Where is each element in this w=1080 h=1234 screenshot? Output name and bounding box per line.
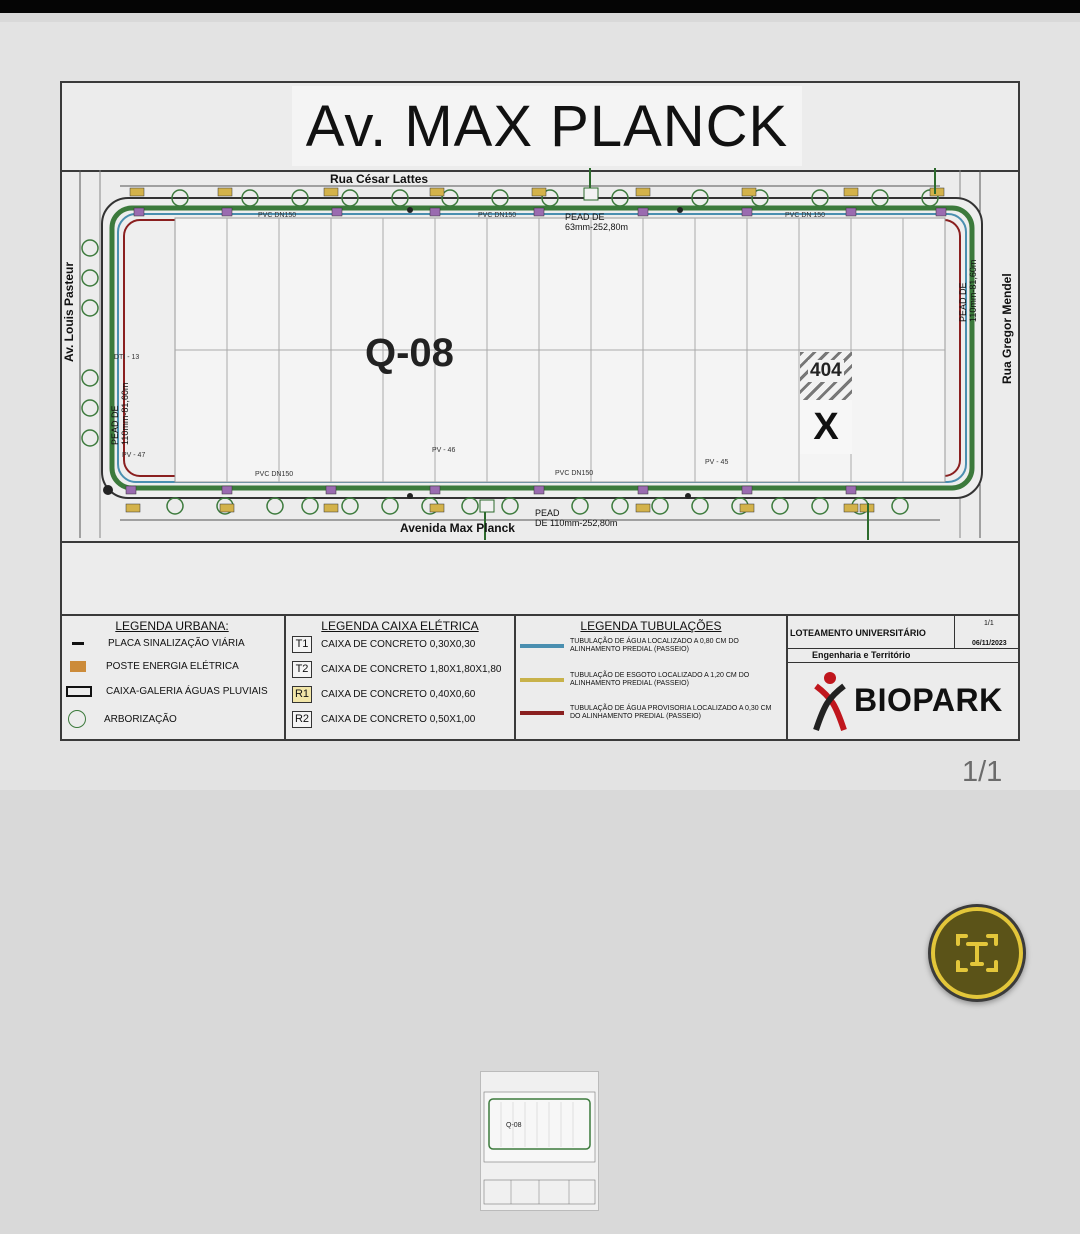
street-top-label: Rua César Lattes [330,172,429,186]
legend-tub-label: TUBULAÇÃO DE ÁGUA LOCALIZADO A 0,80 CM DO ALINHAMENTO PREDIAL (PASSEIO) [570,638,739,653]
page-indicator: 1/1 [962,756,1003,788]
pvc-top-2: PVC DN150 [478,212,517,219]
sewer-pipe-swatch [520,678,564,682]
drawing-title: Av. MAX PLANCK [292,86,802,166]
pv-46-label: PV - 46 [432,447,456,454]
legend-caixa-label: CAIXA DE CONCRETO 0,30X0,30 [321,639,476,650]
pvc-bottom-1: PVC DN150 [255,471,294,478]
tree-icon [68,710,86,728]
legend-urbana-title: LEGENDA URBANA: [115,619,229,633]
box-code: R1 [292,686,312,703]
box-code: R2 [292,711,312,728]
status-bar [0,0,1080,13]
lot-number: 404 [810,360,842,381]
department: Engenharia e Território [812,650,911,660]
dti-label: DTI - 13 [114,354,140,361]
biopark-logo-icon [810,670,850,732]
legend-caixa [286,616,516,741]
legend-tub-label: TUBULAÇÃO DE ESGOTO LOCALIZADO A 1,20 CM DO ALINHAMENTO PREDIAL (PASSEIO) [570,672,750,687]
legend-caixa-label: CAIXA DE CONCRETO 0,40X0,60 [321,689,476,700]
legend-tubulacoes [516,616,788,741]
right-pead-note: PEAD DE 110mm-81,60m [958,259,978,322]
legend-urbana-label: CAIXA-GALERIA ÁGUAS PLUVIAIS [106,686,268,697]
page-thumbnail[interactable] [480,1071,599,1211]
thumbnail-label: Q-08 [506,1122,522,1129]
title-block [788,616,1018,741]
storm-drain-icon [66,686,92,697]
street-left-label: Av. Louis Pasteur [62,261,76,362]
street-right-label: Rua Gregor Mendel [1000,273,1014,384]
pv-47-label: PV - 47 [122,452,146,459]
text-recognition-icon [928,904,1026,1002]
traffic-sign-icon [72,642,84,645]
left-pead-note: PEAD DE 110mm-81,60m [110,382,130,445]
drawing-date: 06/11/2023 [972,640,1007,647]
ocr-button[interactable] [928,904,1026,1002]
legend-urbana-label: POSTE ENERGIA ELÉTRICA [106,661,239,672]
legend-urbana [60,616,286,741]
block-label: Q-08 [365,331,454,375]
site-plan [60,168,1020,543]
pvc-top-1: PVC DN150 [258,212,297,219]
legend-urbana-label: PLACA SINALIZAÇÃO VIÁRIA [108,638,245,649]
pv-45-label: PV - 45 [705,459,729,466]
legend-caixa-label: CAIXA DE CONCRETO 0,50X1,00 [321,714,476,725]
legend-caixa-label: CAIXA DE CONCRETO 1,80X1,80X1,80 [321,664,502,675]
water-pipe-swatch [520,644,564,648]
power-pole-icon [70,661,86,672]
lot-404[interactable] [800,352,852,400]
bottom-pead-note: PEAD DE 110mm-252,80m [535,508,618,528]
legend-tub-label: TUBULAÇÃO DE ÁGUA PROVISORIA LOCALIZADO A 0,30 CM DO ALINHAMENTO PREDIAL (PASSEIO) [570,705,772,720]
box-code: T1 [292,636,312,653]
legend-urbana-label: ARBORIZAÇÃO [104,713,177,725]
legend-area [60,614,1020,743]
project-name: LOTEAMENTO UNIVERSITÁRIO [790,628,926,638]
legend-caixa-title: LEGENDA CAIXA ELÉTRICA [321,619,479,633]
temp-water-pipe-swatch [520,711,564,715]
lot-mark: X [800,400,852,454]
top-pead-note: PEAD DE 63mm-252,80m [565,212,629,232]
legend-tubulacoes-title: LEGENDA TUBULAÇÕES [580,619,722,633]
pvc-bottom-2: PVC DN150 [555,470,594,477]
pvc-top-3: PVC DN 150 [785,212,826,219]
brand-name: BIOPARK [854,682,1003,718]
box-code: T2 [292,661,312,678]
street-bottom-label: Avenida Max Planck [400,521,515,535]
sheet-number: 1/1 [984,620,994,627]
